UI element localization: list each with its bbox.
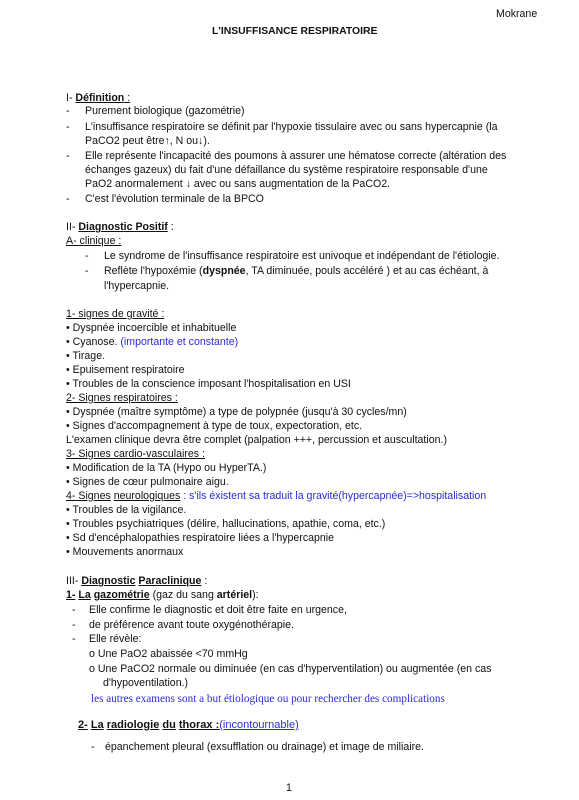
text-run: radiologie [106, 719, 160, 731]
text-run-bold: dyspnée [202, 265, 246, 277]
gazometrie-title [66, 589, 259, 602]
neuro-item: • Troubles psychiatriques (délire, hallucinations, apathie, coma, etc.) [66, 518, 386, 530]
clinique-line-1: Le syndrome de l'insuffisance respiratoire est univoque et indépendant de l'étiologie. [104, 250, 500, 262]
text-run: La [90, 719, 104, 731]
dash-bullet: - [72, 633, 76, 645]
gazometrie-subitem: o Une PaCO2 normale ou diminuée (en cas d'hyperventilation) ou augmentée (en cas [89, 663, 492, 675]
text-run: • Cyanose. [66, 336, 121, 348]
def-line-3b: échanges gazeux) du fait d'une défaillance du système respiratoire responsable d'une [85, 164, 488, 176]
gazometrie-line: de préférence avant toute oxygénothérapie. [89, 619, 294, 631]
text-run: La [78, 589, 91, 601]
gazometrie-line: Elle révèle: [89, 633, 142, 645]
text-run: : [212, 719, 220, 731]
clinique-line-2 [104, 265, 488, 278]
neuro-item: • Sd d'encéphalopathies respiratoire liées a l'hypercapnie [66, 532, 335, 544]
section-number: II- [66, 221, 79, 233]
gazometrie-line: Elle confirme le diagnostic et doit être faite en urgence, [89, 604, 347, 616]
resp-title: 2- Signes respiratoires : [66, 392, 178, 404]
resp-item: • Signes d'accompagnement à type de toux, expectoration, etc. [66, 420, 363, 432]
text-run-bold: artériel [216, 589, 253, 601]
text-run-blue: (incontournable) [219, 719, 299, 731]
text-run: Reflète l'hypoxémie ( [104, 265, 203, 277]
section-number: I- [66, 92, 76, 104]
page-number: 1 [286, 782, 292, 794]
def-line-2b: PaCO2 peut être↑, N ou↓). [85, 135, 210, 147]
section-paraclinique-heading [66, 575, 207, 588]
dash-bullet: - [85, 250, 89, 262]
cv-item: • Signes de cœur pulmonaire aigu. [66, 476, 229, 488]
gravity-item: • Tirage. [66, 350, 106, 362]
dash-bullet: - [66, 193, 70, 205]
section-title: Définition [75, 92, 125, 104]
colon: : [167, 221, 174, 233]
note-other-exams: les autres examens sont a but étiologique ou pour rechercher des complications [91, 693, 445, 705]
radiologie-item: épanchement pleural (exsufflation ou drainage) et image de miliaire. [105, 741, 424, 753]
resp-note: L'examen clinique devra être complet (palpation +++, percussion et auscultation.) [66, 434, 447, 446]
clinique-line-2b: l'hypercapnie. [104, 280, 170, 292]
gravity-item: • Dyspnée incoercible et inhabituelle [66, 322, 237, 334]
cv-item: • Modification de la TA (Hypo ou HyperTA.) [66, 462, 267, 474]
text-run: 4- [66, 490, 79, 502]
def-line-3c: PaO2 anormalement ↓ avec ou sans augmentation de la PaCO2. [85, 178, 391, 190]
text-run: Signes [78, 490, 111, 502]
text-run: , TA diminuée, pouls accéléré ) et au cas échéant, à [245, 265, 489, 277]
colon: : [201, 575, 208, 587]
text-run: ): [252, 589, 259, 601]
gravity-title: 1- signes de gravité : [66, 308, 165, 320]
dash-bullet: - [91, 741, 95, 753]
section-title: Paraclinique [138, 575, 202, 587]
text-run: gazométrie [93, 589, 150, 601]
resp-item: • Dyspnée (maître symptôme) a type de polypnée (jusqu'à 30 cycles/mn) [66, 406, 407, 418]
text-run: du [162, 719, 176, 731]
gazometrie-subitem-cont: d'hypoventilation.) [103, 677, 189, 689]
gravity-item: • Troubles de la conscience imposant l'hospitalisation en USI [66, 378, 351, 390]
def-line-4: C'est l'évolution terminale de la BPCO [85, 193, 264, 205]
neuro-title [66, 490, 486, 503]
subsection-clinique: A- clinique : [66, 235, 122, 247]
section-number: III- [66, 575, 82, 587]
neuro-item: • Troubles de la vigilance. [66, 504, 187, 516]
dash-bullet: - [66, 105, 70, 117]
def-line-3a: Elle représente l'incapacité des poumons à assurer une hématose correcte (altération des [85, 150, 507, 162]
gravity-item: • Epuisement respiratoire [66, 364, 185, 376]
section-title: Diagnostic Positif [78, 221, 168, 233]
radiologie-title [78, 719, 299, 732]
def-line-2a: L'insuffisance respiratoire se définit par l'hypoxie tissulaire avec ou sans hypercapnie (la [85, 121, 498, 133]
colon: : [124, 92, 131, 104]
section-diagnostic-heading [66, 221, 174, 234]
dash-bullet: - [72, 604, 76, 616]
gravity-item [66, 336, 238, 349]
text-run: neurologiques [113, 490, 181, 502]
def-line-1: Purement biologique (gazométrie) [85, 105, 245, 117]
text-run: (gaz du sang [149, 589, 217, 601]
gazometrie-subitem: o Une PaO2 abaissée <70 mmHg [89, 648, 248, 660]
dash-bullet: - [72, 619, 76, 631]
neuro-item: • Mouvements anormaux [66, 546, 184, 558]
cv-title: 3- Signes cardio-vasculaires : [66, 448, 205, 460]
author-name: Mokrane [496, 8, 538, 20]
text-run-blue: (importante et constante) [120, 336, 239, 348]
text-run: 2- [78, 719, 88, 731]
text-run: thorax [178, 719, 213, 731]
text-run: 1- [66, 589, 76, 601]
text-run-blue: : s'ils éxistent sa traduit la gravité(hypercapnée)=>hospitalisation [180, 490, 487, 502]
page-title: L'INSUFFISANCE RESPIRATOIRE [212, 26, 378, 37]
section-definition-heading [66, 92, 130, 105]
dash-bullet: - [66, 121, 70, 133]
dash-bullet: - [85, 265, 89, 277]
section-title: Diagnostic [81, 575, 136, 587]
dash-bullet: - [66, 150, 70, 162]
